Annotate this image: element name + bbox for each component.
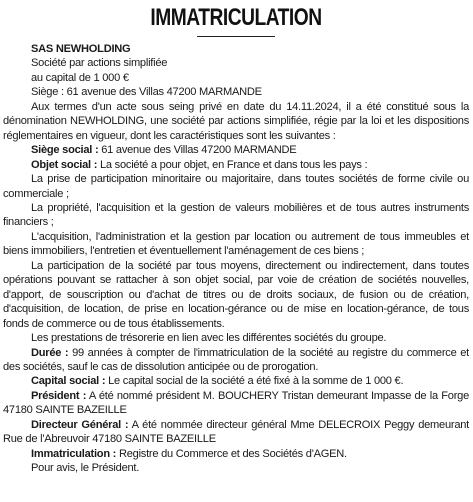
objet-item: Les prestations de trésorerie en lien avec les différentes sociétés du groupe. (31, 332, 387, 345)
president-label: Président : (31, 389, 87, 402)
objet-item: La prise de participation minoritaire ou majoritaire, dans toutes sociétés de forme civile ou commerciale ; (3, 173, 469, 200)
duree-paragraph (3, 346, 469, 375)
objet-social-paragraph (3, 158, 469, 172)
objet-item: La participation de la société par tous moyens, directement ou indirectement, dans toutes opérations pouvant se rattacher à son objet social, par voie de création de sociétés nouvelles, d'apport, de souscription ou d'achat de titres ou de droits sociaux, de fusion ou de création, d'acquisition, de location, de prise en location-gérance ou de mise en location-gérance, de tous fonds de commerce ou de tous établissements. (3, 259, 469, 330)
capital-social-label: Capital social : (31, 375, 106, 388)
duree-text: 99 années à compter de l'immatriculation de la société au registre du commerce et des sociétés, sauf le cas de dissolution anticipée ou de prorogation. (3, 346, 469, 373)
siege-social-label: Siège social : (31, 144, 99, 157)
notice-title: IMMATRICULATION (150, 4, 322, 31)
intro-paragraph: Aux termes d'un acte sous seing privé en date du 14.11.2024, il a été constitué sous la dénomination NEWHOLDING, une société par actions simplifiée, régie par la loi et les dispositions réglementaires en vigueur, dont les caractéristiques sont les suivantes : (3, 100, 469, 142)
company-siege: Siège : 61 avenue des Villas 47200 MARMANDE (31, 86, 262, 99)
directeur-general-paragraph (3, 418, 469, 447)
capital-social-text: Le capital social de la société a été fixé à la somme de 1 000 €. (105, 375, 404, 388)
company-capital: au capital de 1 000 € (31, 71, 129, 84)
directeur-general-text: A été nommée directeur général Mme DELECROIX Peggy demeurant Rue de l'Abreuvoir 47180 SAINTE BAZEILLE (3, 418, 469, 446)
objet-social-label: Objet social : (31, 158, 98, 171)
president-paragraph (3, 389, 469, 418)
objet-social-text: La société a pour objet, en France et dans tous les pays : (97, 158, 368, 171)
immatriculation-text: Registre du Commerce et des Sociétés d'AGEN. (116, 447, 347, 460)
immatriculation-label: Immatriculation : (31, 447, 117, 460)
objet-item: La propriété, l'acquisition et la gestion de valeurs mobilières et de tous autres instruments financiers ; (3, 201, 469, 229)
company-form: Société par actions simplifiée (31, 57, 168, 70)
capital-social-paragraph (3, 374, 469, 388)
directeur-general-label: Directeur Général : (31, 418, 129, 431)
siege-social-paragraph (3, 143, 469, 157)
immatriculation-paragraph (3, 447, 469, 461)
company-name: SAS NEWHOLDING (31, 43, 131, 55)
president-text: A été nommé président M. BOUCHERY Tristan demeurant Impasse de la Forge 47180 SAINTE BAZEILLE (3, 389, 469, 417)
closing-line: Pour avis, le Président. (31, 462, 140, 475)
siege-social-text: 61 avenue des Villas 47200 MARMANDE (98, 144, 297, 157)
legal-notice (0, 3, 473, 502)
duree-label: Durée : (31, 346, 69, 359)
title-divider (197, 36, 275, 37)
objet-item: L'acquisition, l'administration et la gestion par location ou autrement de tous immeubles et biens immobiliers, l'entretien et éventuellement l'aménagement de ces biens ; (3, 230, 469, 258)
